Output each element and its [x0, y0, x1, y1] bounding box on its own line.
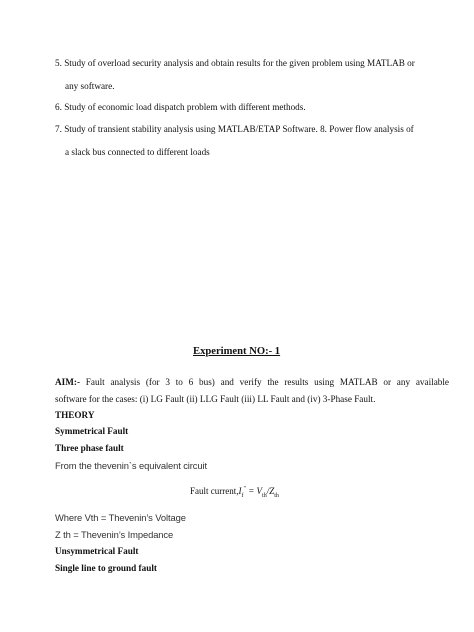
vth-definition: Where Vth = Thevenin’s Voltage: [55, 512, 186, 523]
formula-divide-zth: /Z: [266, 486, 275, 496]
aim-line-2: software for the cases: (i) LG Fault (ii) LLG Fault (iii) LL Fault and (iv) 3-Phase Fault.: [55, 394, 376, 404]
symmetrical-fault-heading: Symmetrical Fault: [55, 426, 129, 436]
zth-definition: Z th = Thevenin’s Impedance: [55, 529, 174, 540]
aim-line-1: [55, 376, 449, 388]
list-item-7-line-1: 7. Study of transient stability analysis using MATLAB/ETAP Software. 8. Power flow analysis of: [55, 124, 414, 134]
formula-label: Fault current,: [190, 486, 239, 496]
formula-zth-subscript: th: [274, 492, 279, 499]
aim-text-1: Fault analysis (for 3 to 6 bus) and verify the results using MATLAB or any available: [80, 377, 449, 387]
list-item-5-line-2: any software.: [65, 81, 115, 91]
list-item-7-line-2: a slack bus connected to different loads: [65, 147, 210, 157]
unsymmetrical-fault-heading: Unsymmetrical Fault: [55, 546, 139, 556]
formula-current-subscript: f: [241, 492, 244, 499]
formula-current-symbol: I: [238, 486, 242, 496]
thevenin-intro: From the thevenin`s equivalent circuit: [55, 460, 208, 471]
three-phase-fault-heading: Three phase fault: [55, 443, 124, 453]
theory-heading: THEORY: [55, 410, 95, 420]
fault-current-formula: [190, 483, 279, 502]
formula-equals-vth: = V: [245, 486, 263, 496]
list-item-5-line-1: 5. Study of overload security analysis and obtain results for the given problem using MATLAB or: [55, 58, 415, 68]
list-item-6: 6. Study of economic load dispatch problem with different methods.: [55, 102, 306, 112]
experiment-heading: Experiment NO:- 1: [193, 346, 281, 357]
single-line-to-ground-heading: Single line to ground fault: [55, 563, 157, 573]
aim-label: AIM:-: [55, 377, 81, 387]
formula-current-superscript: ": [243, 486, 246, 492]
formula-vth-subscript: th: [262, 492, 267, 499]
